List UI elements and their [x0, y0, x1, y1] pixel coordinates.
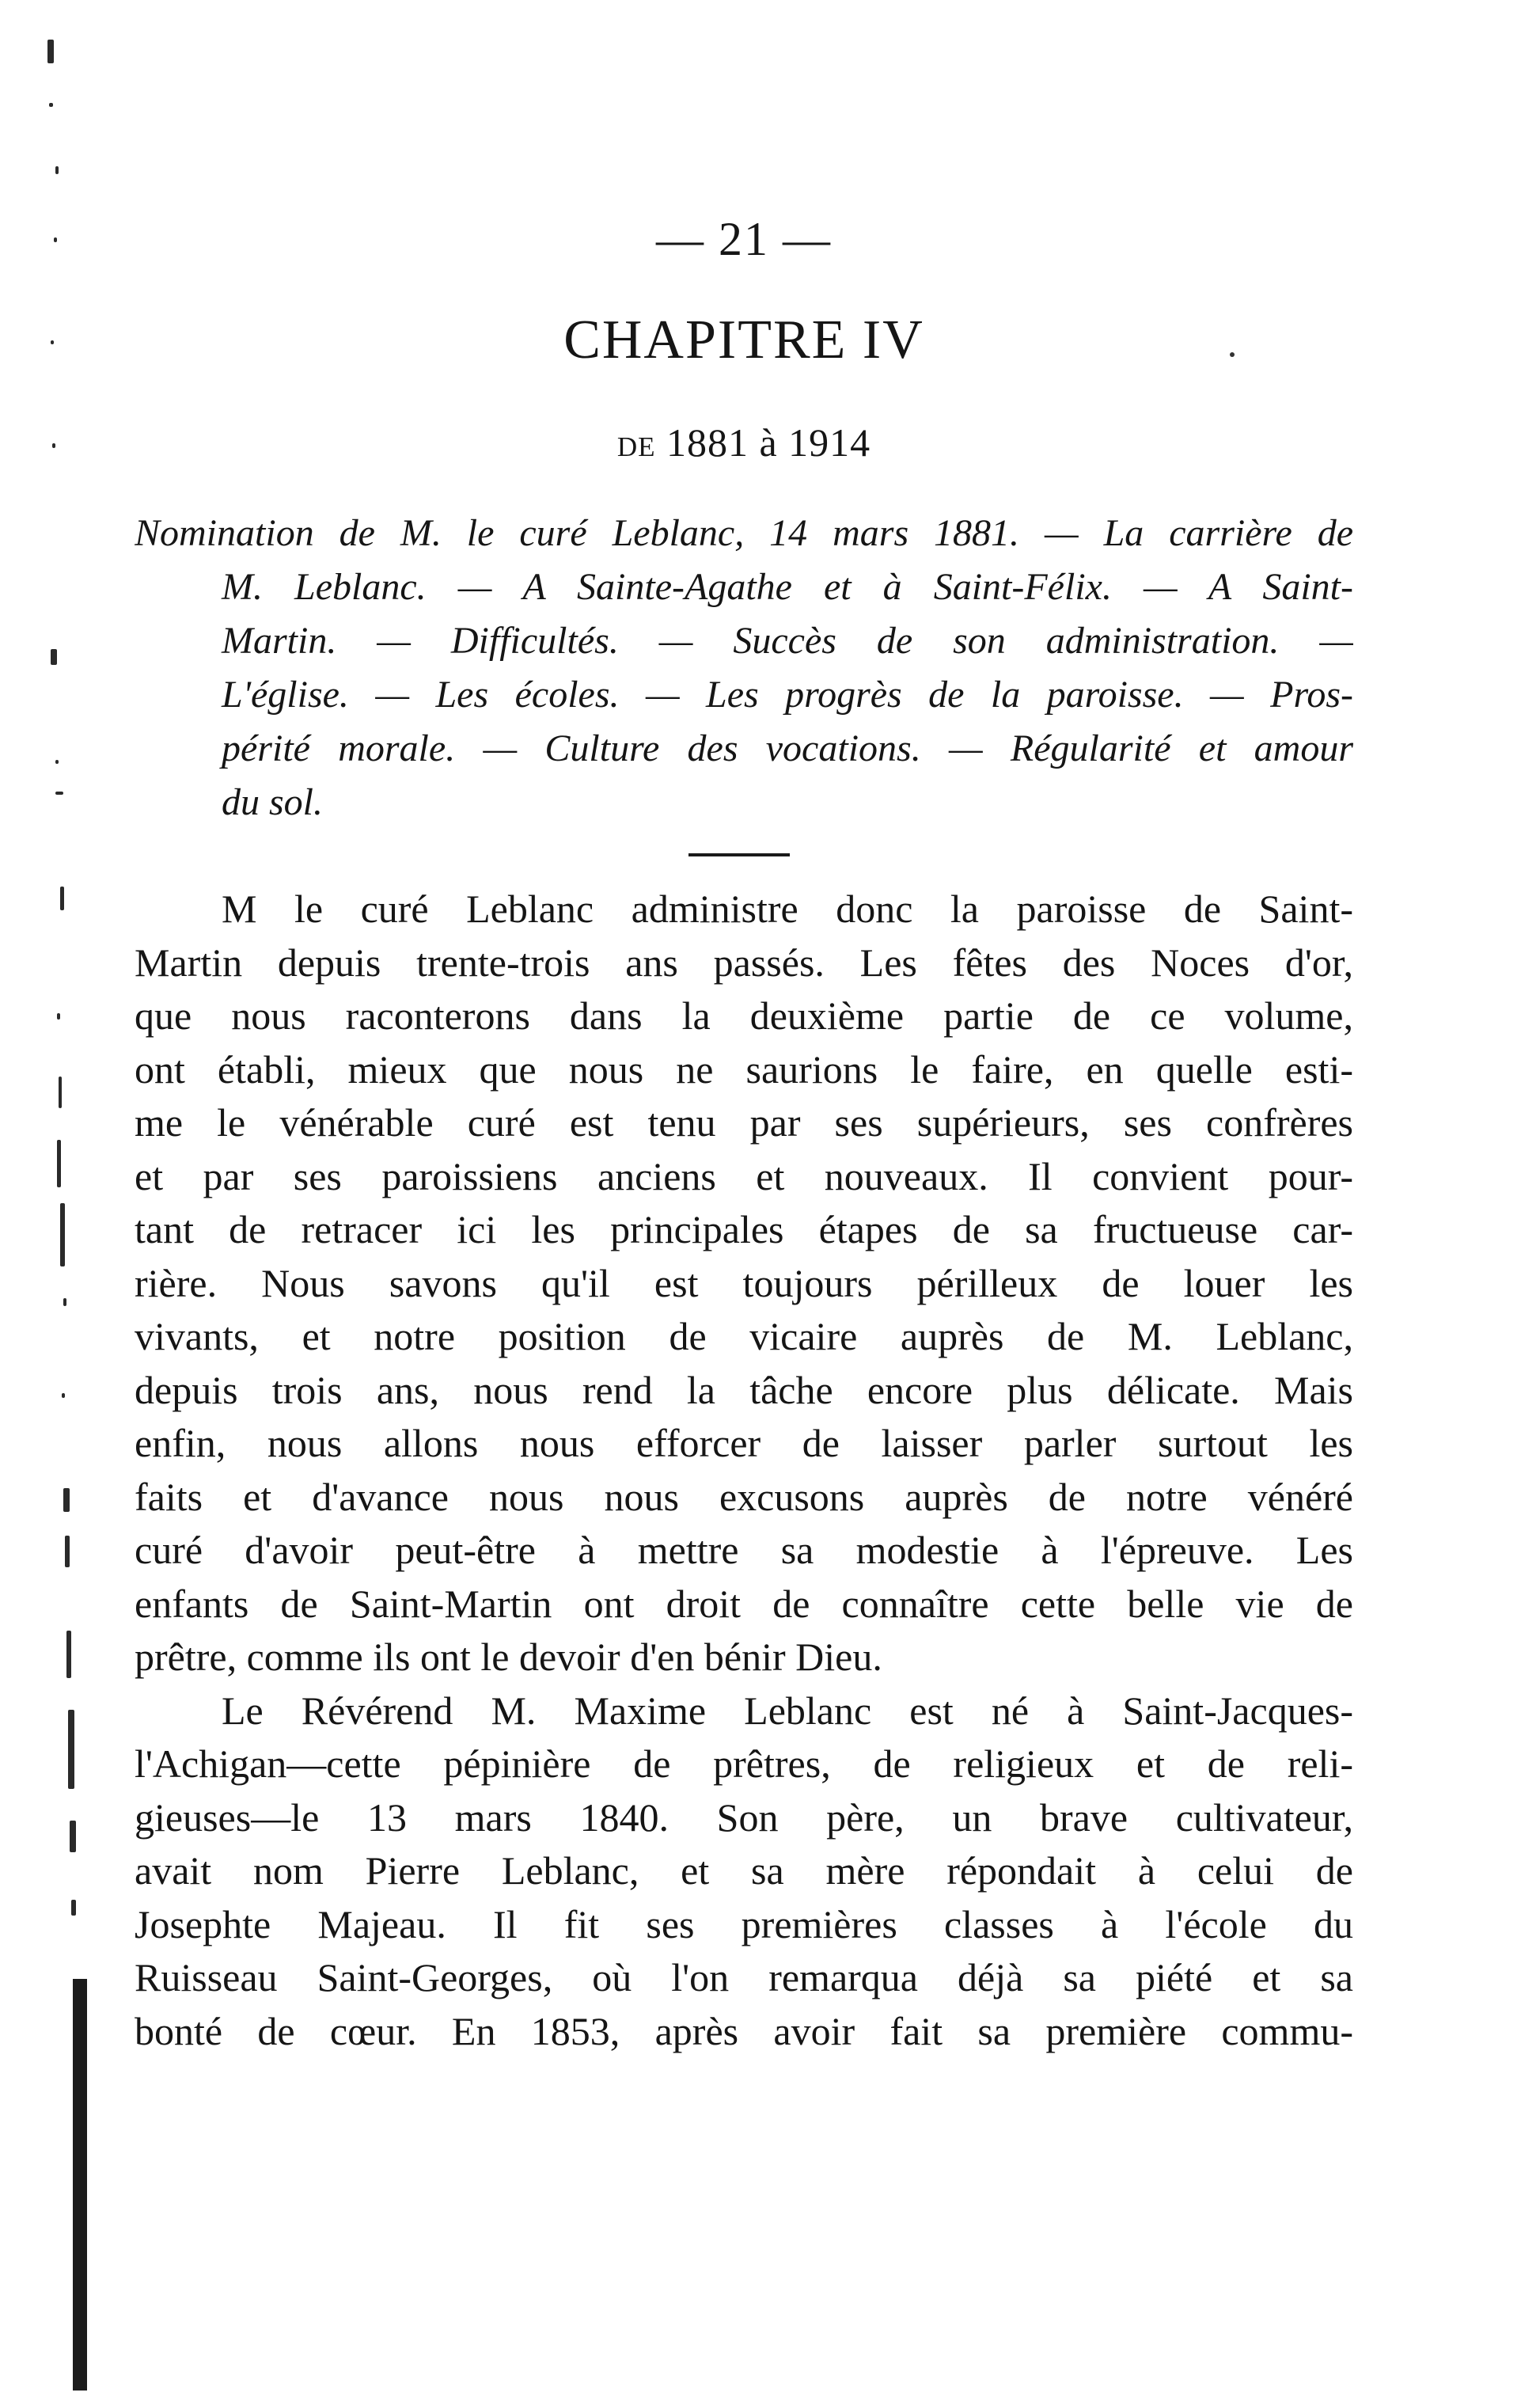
body-line: gieuses—le 13 mars 1840. Son père, un brave cultivateur,	[135, 1794, 1353, 1840]
body-line: faits et d'avance nous nous excusons auprès de notre vénéré	[135, 1474, 1353, 1519]
chapter-title: CHAPITRE IV	[563, 309, 924, 370]
summary-line: périté morale. — Culture des vocations. — Régularité et amour	[222, 727, 1353, 769]
body-line: Ruisseau Saint-Georges, où l'on remarqua déjà sa piété et sa	[135, 1955, 1353, 1999]
section-separator	[688, 853, 790, 856]
body-line: Le Révérend M. Maxime Leblanc est né à Saint-Jacques-	[222, 1688, 1353, 1733]
chapter-dates-range: 1881 à 1914	[666, 420, 871, 465]
body-line: prêtre, comme ils ont le devoir d'en bénir Dieu.	[135, 1635, 882, 1679]
summary-line: Martin. — Difficultés. — Succès de son administration. —	[222, 620, 1353, 662]
summary-line: L'église. — Les écoles. — Les progrès de la paroisse. — Pros-	[222, 674, 1353, 716]
summary-line: Nomination de M. le curé Leblanc, 14 mars 1881. — La carrière de	[135, 512, 1353, 554]
body-line: rière. Nous savons qu'il est toujours périlleux de louer les	[135, 1260, 1353, 1305]
print-speck	[1230, 352, 1235, 357]
chapter-summary	[135, 507, 1353, 830]
body-line: avait nom Pierre Leblanc, et sa mère répondait à celui de	[135, 1848, 1353, 1893]
body-line: enfants de Saint-Martin ont droit de connaître cette belle vie de	[135, 1581, 1353, 1626]
body-line: enfin, nous allons nous efforcer de laisser parler surtout les	[135, 1421, 1353, 1465]
scan-margin-artifacts	[0, 0, 111, 2400]
body-line: curé d'avoir peut-être à mettre sa modestie à l'épreuve. Les	[135, 1528, 1353, 1572]
body-line: l'Achigan—cette pépinière de prêtres, de religieux et de reli-	[135, 1741, 1353, 1786]
summary-line: M. Leblanc. — A Sainte-Agathe et à Saint-Félix. — A Saint-	[222, 566, 1353, 608]
body-line: vivants, et notre position de vicaire auprès de M. Leblanc,	[135, 1314, 1353, 1358]
body-text	[135, 883, 1353, 2058]
body-line: ont établi, mieux que nous ne saurions le faire, en quelle esti-	[135, 1046, 1353, 1092]
body-line: depuis trois ans, nous rend la tâche encore plus délicate. Mais	[135, 1367, 1353, 1412]
body-line: que nous raconterons dans la deuxième partie de ce volume,	[135, 993, 1353, 1038]
body-line: tant de retracer ici les principales étapes de sa fructueuse car-	[135, 1207, 1353, 1251]
chapter-dates	[135, 420, 1353, 465]
body-line: me le vénérable curé est tenu par ses supérieurs, ses confrères	[135, 1100, 1353, 1145]
body-line: M le curé Leblanc administre donc la paroisse de Saint-	[222, 887, 1353, 931]
summary-line: du sol.	[222, 781, 324, 823]
book-page	[135, 0, 1353, 2400]
body-line: bonté de cœur. En 1853, après avoir fait sa première commu-	[135, 2008, 1353, 2053]
chapter-dates-prefix: de	[616, 420, 656, 465]
page-number: — 21 —	[656, 213, 832, 265]
body-line: Martin depuis trente-trois ans passés. Les fêtes des Noces d'or,	[135, 940, 1353, 985]
body-line: et par ses paroissiens anciens et nouveaux. Il convient pour-	[135, 1153, 1353, 1198]
body-line: Josephte Majeau. Il fit ses premières classes à l'école du	[135, 1901, 1353, 1946]
